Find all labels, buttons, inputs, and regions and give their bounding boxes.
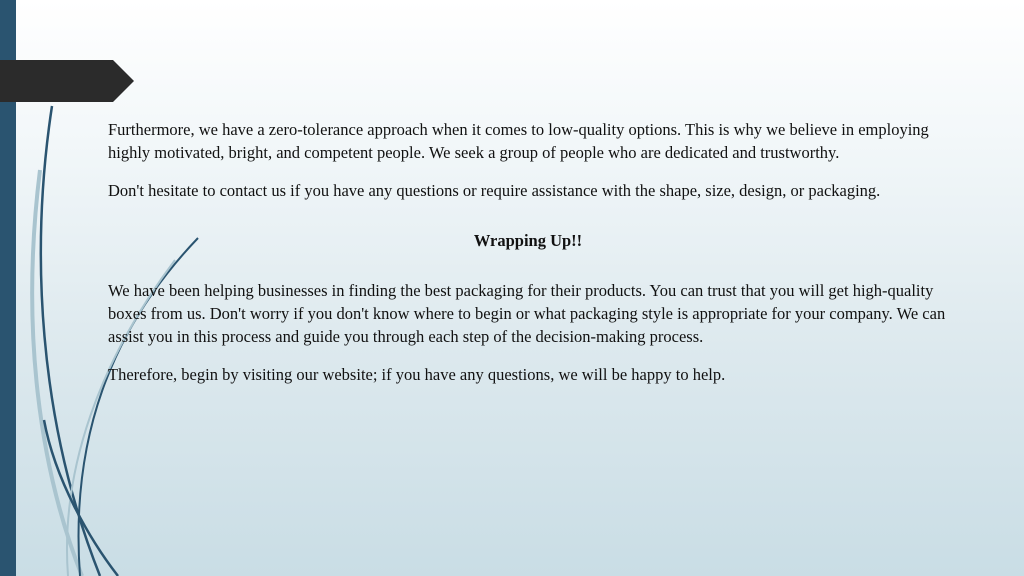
paragraph-zero-tolerance: Furthermore, we have a zero-tolerance approach when it comes to low-quality options. This is why we believe in employing highly motivated, bright, and competent people. We seek a group of people who are dedicated and trustworthy.: [108, 120, 929, 162]
section-heading: Wrapping Up!!: [473, 231, 583, 250]
swoosh-line-2: [32, 170, 82, 576]
paragraph-visit-website: Therefore, begin by visiting our website; if you have any questions, we will be happy to help.: [108, 365, 726, 384]
title-tab-shape: [0, 60, 134, 102]
paragraph-contact: Don't hesitate to contact us if you have any questions or require assistance with the shape, size, design, or packaging.: [108, 181, 881, 200]
slide-body: [108, 118, 948, 401]
paragraph-helping-businesses: We have been helping businesses in finding the best packaging for their products. You can trust that you will get high-quality boxes from us. Don't worry if you don't know where to begin or what packaging style is appropriate for your company. We can assist you in this process and guide you through each step of the decision-making process.: [108, 281, 946, 346]
